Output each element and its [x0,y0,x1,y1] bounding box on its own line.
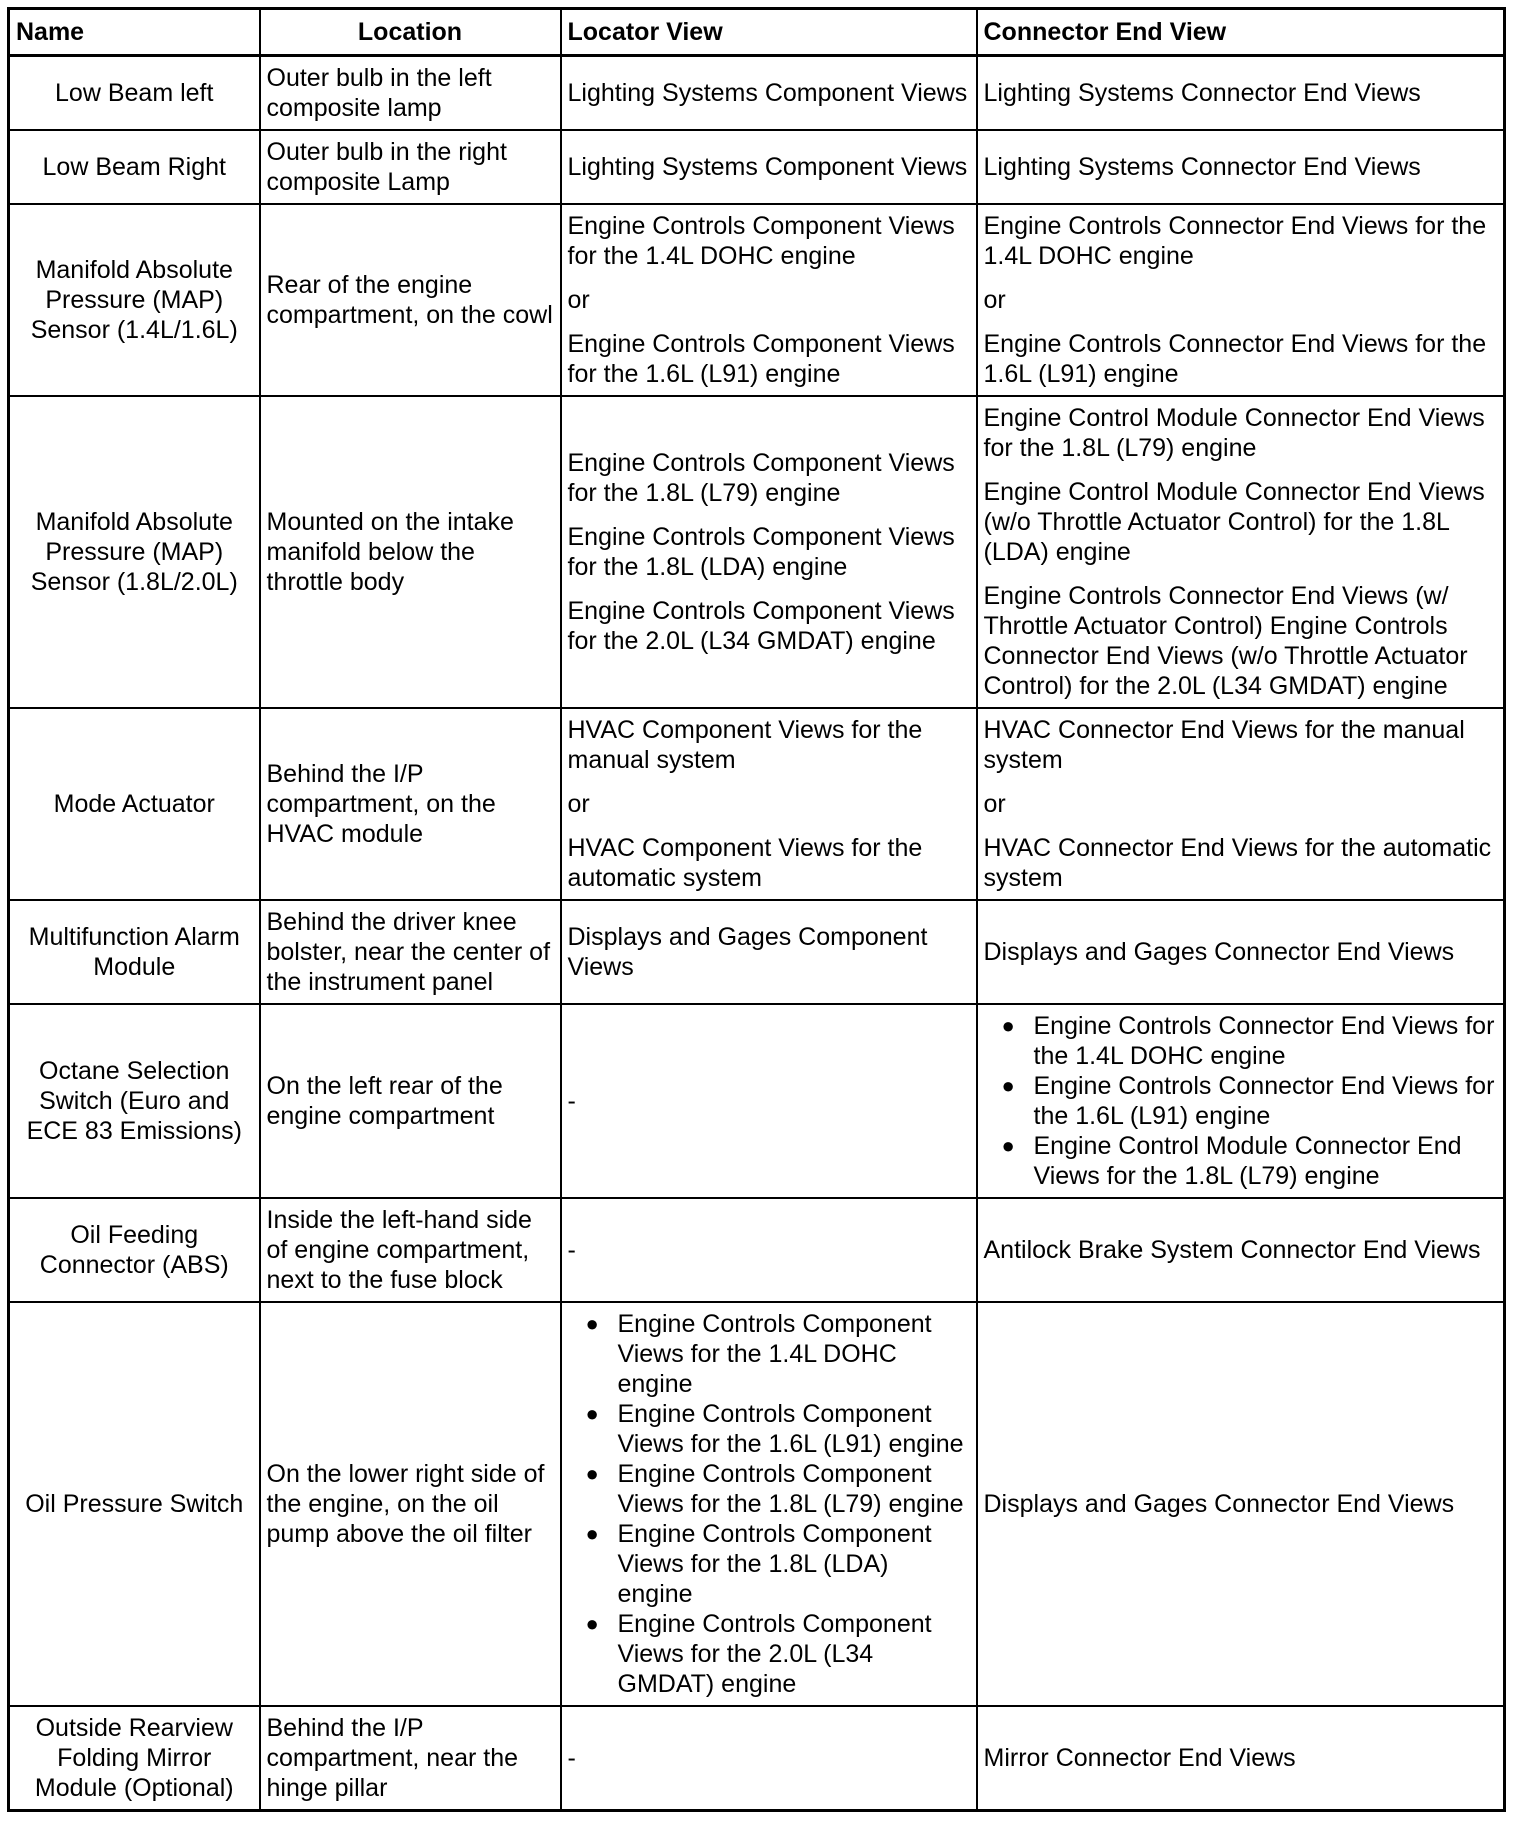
cell-locator-view: - [561,1198,977,1302]
locator-paragraph: Engine Controls Component Views for the 1.6L (L91) engine [567,330,955,388]
cell-location: Rear of the engine compartment, on the cowl [260,204,561,396]
table-row [9,1198,1505,1302]
cell-location: On the left rear of the engine compartment [260,1004,561,1198]
cell-connector-end-view: Lighting Systems Connector End Views [977,56,1505,131]
table-row [9,708,1505,900]
cell-location: Behind the I/P compartment, near the hinge pillar [260,1706,561,1811]
cell-name: Mode Actuator [9,708,260,900]
cell-connector-end-view [977,708,1505,900]
connector-bullet-list [984,1011,1498,1191]
locator-paragraph: Engine Controls Component Views for the 2.0L (L34 GMDAT) engine [567,597,955,655]
table-row [9,1706,1505,1811]
cell-connector-end-view: Lighting Systems Connector End Views [977,130,1505,204]
cell-name: Low Beam Right [9,130,260,204]
connector-paragraph: Engine Controls Connector End Views (w/ Throttle Actuator Control) Engine Controls Connector End Views (w/o Throttle Actuator Control) for the 2.0L (L34 GMDAT) engine [983,582,1468,700]
cell-location: Mounted on the intake manifold below the throttle body [260,396,561,708]
locator-paragraph: or [567,286,590,314]
header-connector-end-view: Connector End View [977,9,1505,56]
list-item: ● Engine Controls Component Views for the 1.6L (L91) engine [568,1399,970,1459]
header-row [9,9,1505,56]
cell-connector-end-view: Displays and Gages Connector End Views [977,900,1505,1004]
list-item: ● Engine Controls Connector End Views for the 1.4L DOHC engine [984,1011,1498,1071]
connector-paragraph: HVAC Connector End Views for the automatic system [983,834,1492,892]
cell-connector-end-view: Displays and Gages Connector End Views [977,1302,1505,1706]
list-item: ● Engine Controls Connector End Views for the 1.6L (L91) engine [984,1071,1498,1131]
cell-name: Oil Feeding Connector (ABS) [9,1198,260,1302]
table-row [9,1302,1505,1706]
cell-locator-view: Displays and Gages Component Views [561,900,977,1004]
table-row [9,396,1505,708]
locator-paragraph: HVAC Component Views for the manual system [567,716,923,774]
locator-paragraph: or [567,790,590,818]
connector-paragraph: HVAC Connector End Views for the manual system [983,716,1465,774]
connector-paragraph: or [983,286,1006,314]
cell-locator-view: - [561,1706,977,1811]
cell-name: Low Beam left [9,56,260,131]
cell-connector-end-view [977,396,1505,708]
cell-name: Outside Rearview Folding Mirror Module (Optional) [9,1706,260,1811]
connector-paragraph: or [983,790,1006,818]
locator-paragraph: Engine Controls Component Views for the 1.8L (LDA) engine [567,523,955,581]
connector-paragraph: Engine Controls Connector End Views for the 1.6L (L91) engine [983,330,1487,388]
cell-locator-view: Lighting Systems Component Views [561,130,977,204]
cell-name: Octane Selection Switch (Euro and ECE 83 Emissions) [9,1004,260,1198]
cell-connector-end-view [977,1004,1505,1198]
header-name: Name [9,9,260,56]
cell-locator-view [561,396,977,708]
cell-name: Manifold Absolute Pressure (MAP) Sensor (1.4L/1.6L) [9,204,260,396]
connector-paragraph: Engine Controls Connector End Views for the 1.4L DOHC engine [983,212,1487,270]
cell-locator-view [561,1302,977,1706]
list-item: ● Engine Control Module Connector End Views for the 1.8L (L79) engine [984,1131,1498,1191]
table-row [9,900,1505,1004]
cell-location: Behind the I/P compartment, on the HVAC module [260,708,561,900]
locator-paragraph: HVAC Component Views for the automatic system [567,834,923,892]
cell-locator-view: Lighting Systems Component Views [561,56,977,131]
cell-location: On the lower right side of the engine, on the oil pump above the oil filter [260,1302,561,1706]
list-item: ● Engine Controls Component Views for the 1.8L (L79) engine [568,1459,970,1519]
cell-connector-end-view [977,204,1505,396]
cell-name: Oil Pressure Switch [9,1302,260,1706]
cell-location: Inside the left-hand side of engine compartment, next to the fuse block [260,1198,561,1302]
table-row [9,130,1505,204]
connector-paragraph: Engine Control Module Connector End Views for the 1.8L (L79) engine [983,404,1485,462]
cell-name: Multifunction Alarm Module [9,900,260,1004]
connector-paragraph: Engine Control Module Connector End Views (w/o Throttle Actuator Control) for the 1.8L (LDA) engine [983,478,1485,566]
list-item: ● Engine Controls Component Views for the 1.4L DOHC engine [568,1309,970,1399]
cell-connector-end-view: Mirror Connector End Views [977,1706,1505,1811]
cell-location: Behind the driver knee bolster, near the center of the instrument panel [260,900,561,1004]
component-locator-table-wrapper [7,7,1503,1812]
table-row [9,1004,1505,1198]
locator-paragraph: Engine Controls Component Views for the 1.8L (L79) engine [567,449,955,507]
cell-locator-view: - [561,1004,977,1198]
cell-locator-view [561,708,977,900]
cell-location: Outer bulb in the right composite Lamp [260,130,561,204]
component-locator-table [7,7,1506,1812]
table-row [9,204,1505,396]
table-row [9,56,1505,131]
cell-location: Outer bulb in the left composite lamp [260,56,561,131]
list-item: ● Engine Controls Component Views for the 1.8L (LDA) engine [568,1519,970,1609]
list-item: ● Engine Controls Component Views for the 2.0L (L34 GMDAT) engine [568,1609,970,1699]
header-locator-view: Locator View [561,9,977,56]
cell-locator-view [561,204,977,396]
cell-connector-end-view: Antilock Brake System Connector End Views [977,1198,1505,1302]
cell-name: Manifold Absolute Pressure (MAP) Sensor (1.8L/2.0L) [9,396,260,708]
header-location: Location [260,9,561,56]
locator-bullet-list [568,1309,970,1699]
locator-paragraph: Engine Controls Component Views for the 1.4L DOHC engine [567,212,955,270]
